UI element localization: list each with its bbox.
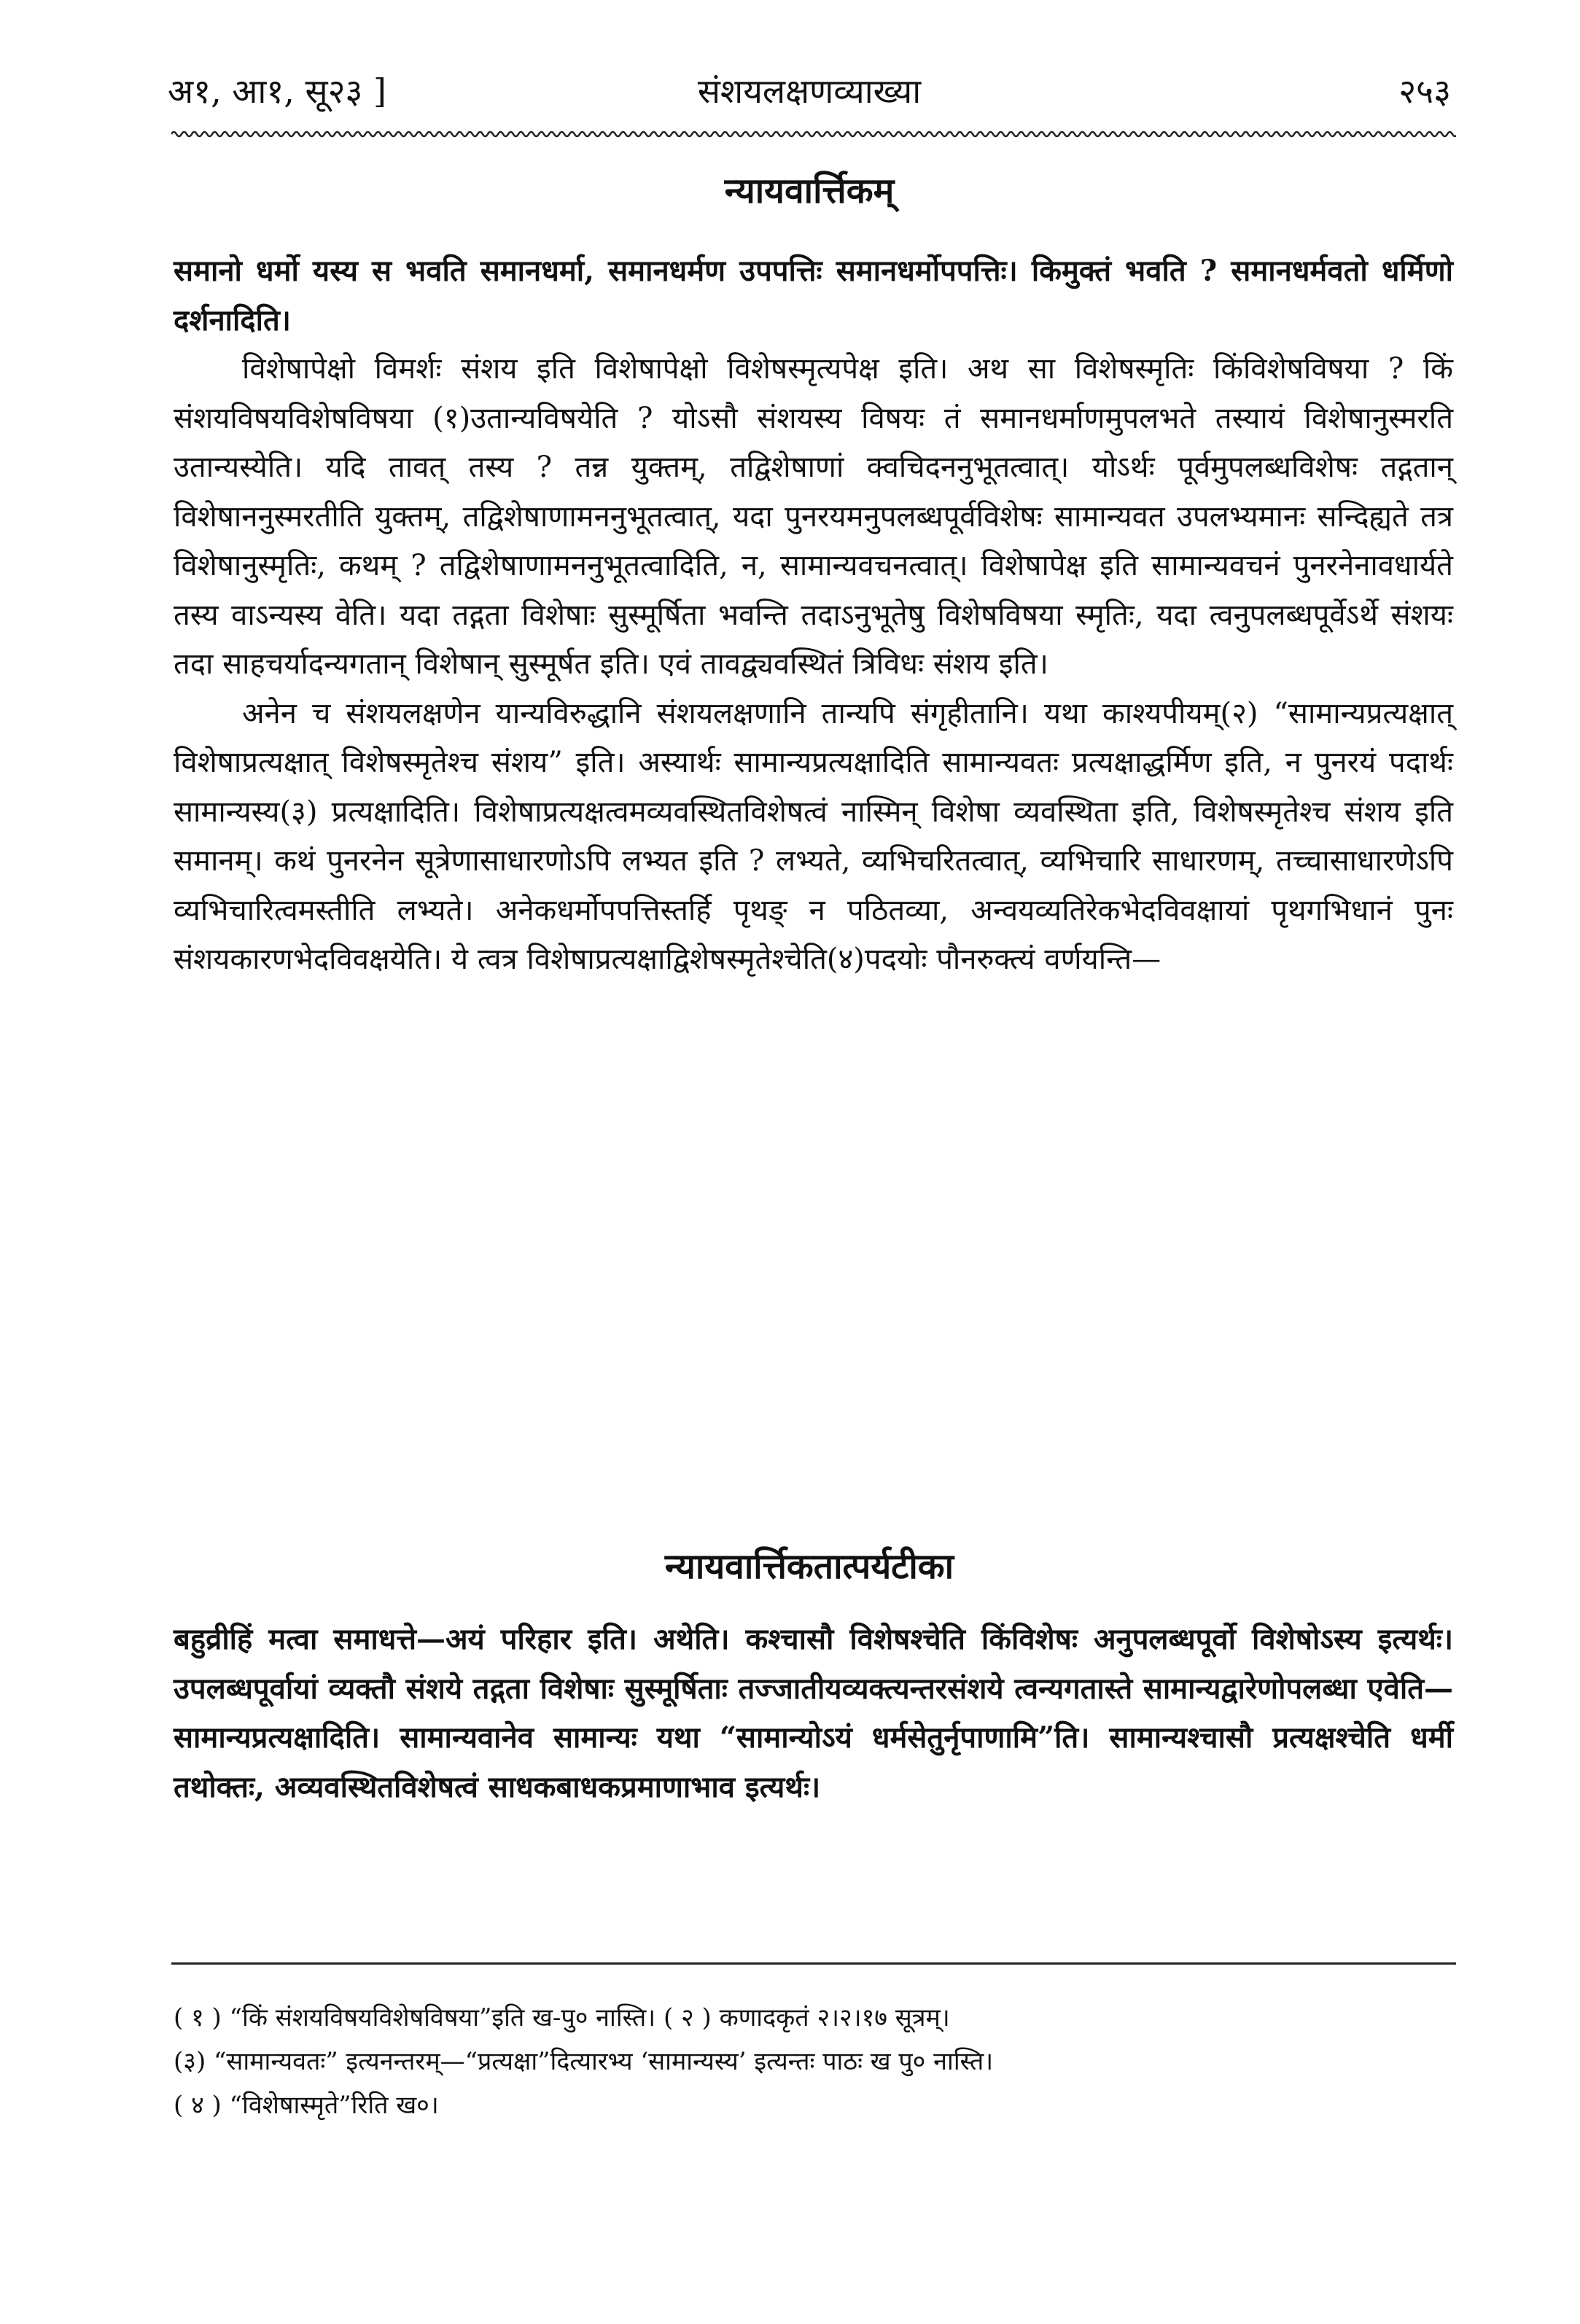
header-title: संशयलक्षणव्याख्या [697, 71, 922, 111]
paragraph: अनेन च संशयलक्षणेन यान्यविरुद्धानि संशयलक्षणानि तान्यपि संगृहीतानि। यथा काश्यपीयम्(२) “सामान्यप्रत्यक्षात् विशेषाप्रत्यक्षात् विशेषस्मृतेश्च संशय” इति। अस्यार्थः सामान्यप्रत्यक्षादिति सामान्यवतः प्रत्यक्षाद्धर्मिण इति, न पुनरयं पदार्थः सामान्यस्य(३) प्रत्यक्षादिति। विशेषाप्रत्यक्षत्वमव्यवस्थितविशेषत्वं नास्मिन् विशेषा व्यवस्थिता इति, विशेषस्मृतेश्च संशय इति समानम्। कथं पुनरनेन सूत्रेणासाधारणोऽपि लभ्यत इति ? लभ्यते, व्यभिचरितत्वात्, व्यभिचारि साधारणम्, तच्चासाधारणेऽपि व्यभिचारित्वमस्तीति लभ्यते। अनेकधर्मोपपत्तिस्तर्हि पृथङ् न पठितव्या, अन्वयव्यतिरेकभेदविवक्षायां पृथगभिधानं पुनः संशयकारणभेदविवक्षयेति। ये त्वत्र विशेषाप्रत्यक्षाद्विशेषस्मृतेश्चेति(४)पदयोः पौनरुक्त्यं वर्णयन्ति— [174, 696, 1453, 976]
footnote: ( ४ ) “विशेषास्मृते”रिति ख०। [174, 2091, 439, 2120]
paragraph: बहुव्रीहिं मत्वा समाधत्ते—अयं परिहार इति। अथेति। कश्चासौ विशेषश्चेति किंविशेषः अनुपलब्धपूर्वो विशेषोऽस्य इत्यर्थः। उपलब्धपूर्वायां व्यक्तौ संशये तद्गता विशेषाः सुस्मूर्षिताः तज्जातीयव्यक्त्यन्तरसंशये त्वन्यगतास्ते सामान्यद्वारेणोपलब्धा एवेति—सामान्यप्रत्यक्षादिति। सामान्यवानेव सामान्यः यथा “सामान्योऽयं धर्मसेतुर्नृपाणामि”ति। सामान्यश्चासौ प्रत्यक्षश्चेति धर्मी तथोक्तः, अव्यवस्थितविशेषत्वं साधकबाधकप्रमाणाभाव इत्यर्थः। [174, 1622, 1453, 1804]
footnotes [174, 1996, 1453, 2127]
running-header [168, 58, 1451, 124]
section-heading-nyayavarttika: न्यायवार्त्तिकम् [724, 171, 895, 211]
footnote: ( १ ) “किं संशयविषयविशेषविषया”इति ख-पु० नास्ति। ( २ ) कणादकृतं २।२।१७ सूत्रम्। [174, 2003, 950, 2032]
header-section-reference: अ१, आ१, सू२३ ] [168, 71, 386, 111]
tatparyatika-body [174, 1615, 1453, 1812]
footnote: (३) “सामान्यवतः” इत्यनन्तरम्—“प्रत्यक्षा”दित्यारभ्य ‘सामान्यस्य’ इत्यन्तः पाठः ख पु० नास्ति। [174, 2047, 994, 2076]
page-number: २५३ [1398, 71, 1451, 111]
varttika-opening-paragraph [174, 246, 1453, 345]
varttika-body [174, 345, 1453, 985]
footnote-divider [171, 1962, 1456, 1965]
paragraph: विशेषापेक्षो विमर्शः संशय इति विशेषापेक्षो विशेषस्मृत्यपेक्ष इति। अथ सा विशेषस्मृतिः किंविशेषविषया ? किं संशयविषयविशेषविषया (१)उतान्यविषयेति ? योऽसौ संशयस्य विषयः तं समानधर्माणमुपलभते तस्यायं विशेषानुस्मरति उतान्यस्येति। यदि तावत् तस्य ? तन्न युक्तम्, तद्विशेषाणां क्वचिदननुभूतत्वात्। योऽर्थः पूर्वमुपलब्धविशेषः तद्गतान् विशेषाननुस्मरतीति युक्तम्, तद्विशेषाणामननुभूतत्वात्, यदा पुनरयमनुपलब्धपूर्वविशेषः सामान्यवत उपलभ्यमानः सन्दिह्यते तत्र विशेषानुस्मृतिः, कथम् ? तद्विशेषाणामननुभूतत्वादिति, न, सामान्यवचनत्वात्। विशेषापेक्ष इति सामान्यवचनं पुनरनेनावधार्यते तस्य वाऽन्यस्य वेति। यदा तद्गता विशेषाः सुस्मूर्षिता भवन्ति तदाऽनुभूतेषु विशेषविषया स्मृतिः, यदा त्वनुपलब्धपूर्वेऽर्थे संशयः तदा साहचर्यादन्यगतान् विशेषान् सुस्मूर्षत इति। एवं तावद्व्यवस्थितं त्रिविधः संशय इति। [174, 352, 1454, 681]
wavy-divider [171, 128, 1456, 140]
section-heading-tatparyatika: न्यायवार्त्तिकतात्पर्यटीका [664, 1546, 954, 1587]
paragraph: समानो धर्मो यस्य स भवति समानधर्मा, समानधर्मण उपपत्तिः समानधर्मोपपत्तिः। किमुक्तं भवति ? समानधर्मवतो धर्मिणो दर्शनादिति। [174, 254, 1453, 338]
